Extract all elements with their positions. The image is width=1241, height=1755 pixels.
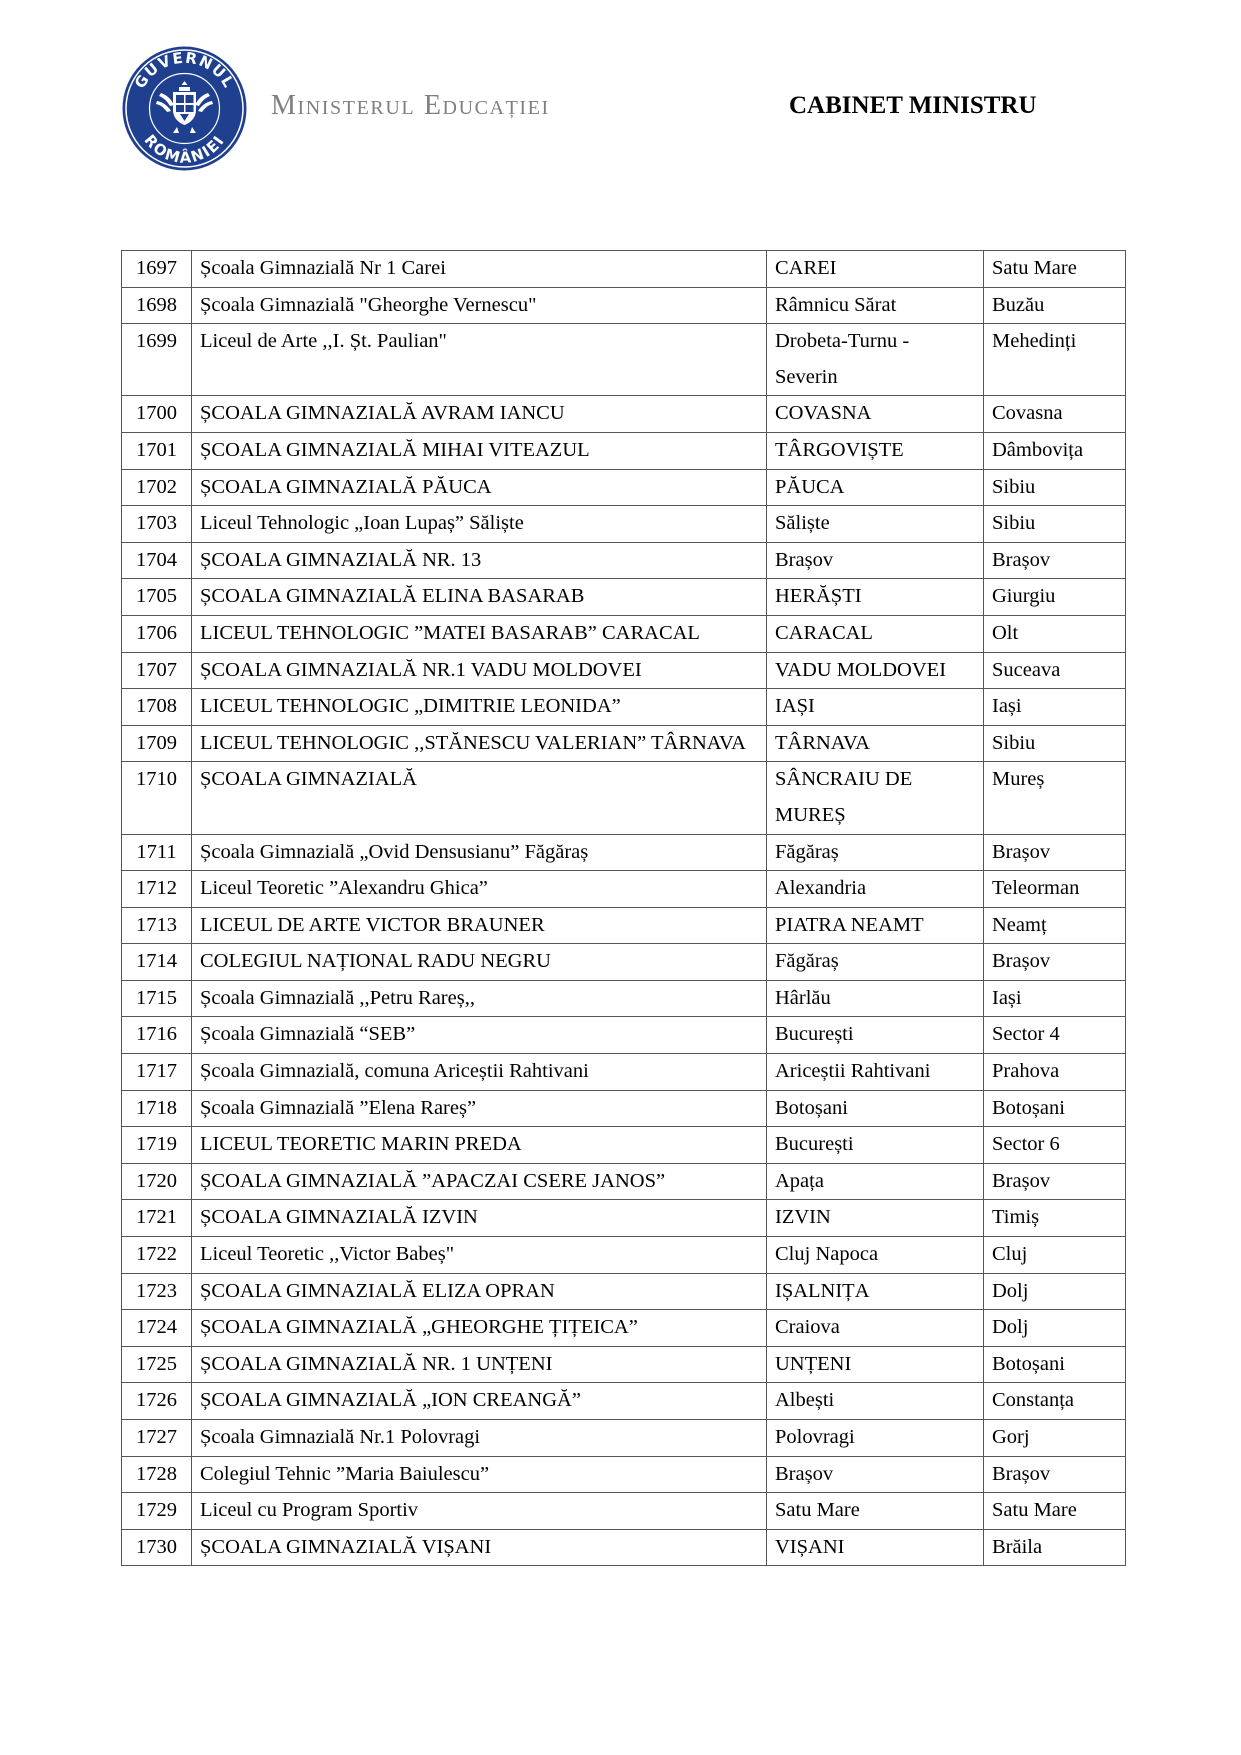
table-row [122, 469, 1126, 506]
locality: București [767, 1127, 984, 1164]
row-number: 1706 [122, 615, 192, 652]
locality: Brașov [767, 542, 984, 579]
table-row [122, 871, 1126, 908]
row-number: 1705 [122, 579, 192, 616]
locality: COVASNA [767, 396, 984, 433]
table-row [122, 324, 1126, 396]
table-row [122, 1420, 1126, 1457]
locality: Botoșani [767, 1090, 984, 1127]
school-name: Liceul Tehnologic „Ioan Lupaș” Săliște [192, 506, 767, 543]
table-row [122, 396, 1126, 433]
school-name: Școala Gimnazială, comuna Ariceștii Rahtivani [192, 1054, 767, 1091]
table-row [122, 1310, 1126, 1347]
county: Covasna [984, 396, 1126, 433]
school-name: ȘCOALA GIMNAZIALĂ NR. 13 [192, 542, 767, 579]
county: Brașov [984, 834, 1126, 871]
locality: VADU MOLDOVEI [767, 652, 984, 689]
row-number: 1697 [122, 251, 192, 288]
county: Gorj [984, 1420, 1126, 1457]
school-name: COLEGIUL NAȚIONAL RADU NEGRU [192, 944, 767, 981]
county: Dolj [984, 1273, 1126, 1310]
row-number: 1720 [122, 1163, 192, 1200]
county: Olt [984, 615, 1126, 652]
school-name: ȘCOALA GIMNAZIALĂ AVRAM IANCU [192, 396, 767, 433]
government-seal [121, 45, 248, 172]
table-row [122, 1017, 1126, 1054]
county: Buzău [984, 287, 1126, 324]
table-row [122, 1273, 1126, 1310]
row-number: 1702 [122, 469, 192, 506]
row-number: 1717 [122, 1054, 192, 1091]
row-number: 1707 [122, 652, 192, 689]
locality: Făgăraș [767, 834, 984, 871]
locality: IAȘI [767, 689, 984, 726]
row-number: 1725 [122, 1346, 192, 1383]
locality: Cluj Napoca [767, 1237, 984, 1274]
county: Satu Mare [984, 251, 1126, 288]
locality: PIATRA NEAMT [767, 907, 984, 944]
locality: Satu Mare [767, 1493, 984, 1530]
row-number: 1718 [122, 1090, 192, 1127]
county: Mehedinți [984, 324, 1126, 396]
row-number: 1713 [122, 907, 192, 944]
school-name: Liceul Teoretic ,,Victor Babeș" [192, 1237, 767, 1274]
school-name: LICEUL TEHNOLOGIC „DIMITRIE LEONIDA” [192, 689, 767, 726]
row-number: 1729 [122, 1493, 192, 1530]
school-name: LICEUL TEORETIC MARIN PREDA [192, 1127, 767, 1164]
table-row [122, 980, 1126, 1017]
county: Neamț [984, 907, 1126, 944]
school-name: ȘCOALA GIMNAZIALĂ „GHEORGHE ȚIȚEICA” [192, 1310, 767, 1347]
school-name: Școala Gimnazială „Ovid Densusianu” Făgăraș [192, 834, 767, 871]
county: Sibiu [984, 506, 1126, 543]
row-number: 1698 [122, 287, 192, 324]
schools-table [121, 250, 1126, 1566]
table-row [122, 542, 1126, 579]
county: Cluj [984, 1237, 1126, 1274]
school-name: Școala Gimnazială "Gheorghe Vernescu" [192, 287, 767, 324]
table-row [122, 1163, 1126, 1200]
locality: Drobeta-Turnu - Severin [767, 324, 984, 396]
table-row [122, 1200, 1126, 1237]
row-number: 1730 [122, 1529, 192, 1566]
row-number: 1712 [122, 871, 192, 908]
locality: Hârlău [767, 980, 984, 1017]
locality: TÂRNAVA [767, 725, 984, 762]
locality: VIȘANI [767, 1529, 984, 1566]
school-name: Școala Gimnazială Nr 1 Carei [192, 251, 767, 288]
table-row [122, 1456, 1126, 1493]
row-number: 1728 [122, 1456, 192, 1493]
table-row [122, 944, 1126, 981]
county: Sector 6 [984, 1127, 1126, 1164]
county: Sibiu [984, 469, 1126, 506]
row-number: 1714 [122, 944, 192, 981]
county: Brașov [984, 1456, 1126, 1493]
table-row [122, 834, 1126, 871]
county: Teleorman [984, 871, 1126, 908]
table-row [122, 579, 1126, 616]
school-name: ȘCOALA GIMNAZIALĂ „ION CREANGĂ” [192, 1383, 767, 1420]
county: Dolj [984, 1310, 1126, 1347]
row-number: 1727 [122, 1420, 192, 1457]
county: Brăila [984, 1529, 1126, 1566]
locality: CARACAL [767, 615, 984, 652]
county: Iași [984, 980, 1126, 1017]
county: Botoșani [984, 1090, 1126, 1127]
school-name: ȘCOALA GIMNAZIALĂ IZVIN [192, 1200, 767, 1237]
svg-text:ROMÂNIEI: ROMÂNIEI [140, 131, 229, 167]
table-row [122, 725, 1126, 762]
school-name: ȘCOALA GIMNAZIALĂ PĂUCA [192, 469, 767, 506]
locality: Albești [767, 1383, 984, 1420]
locality: Craiova [767, 1310, 984, 1347]
county: Brașov [984, 1163, 1126, 1200]
county: Botoșani [984, 1346, 1126, 1383]
locality: București [767, 1017, 984, 1054]
school-name: Colegiul Tehnic ”Maria Baiulescu” [192, 1456, 767, 1493]
cabinet-title: CABINET MINISTRU [789, 92, 1037, 119]
locality: UNȚENI [767, 1346, 984, 1383]
table-row [122, 1237, 1126, 1274]
school-name: Școala Gimnazială Nr.1 Polovragi [192, 1420, 767, 1457]
school-name: ȘCOALA GIMNAZIALĂ ELIZA OPRAN [192, 1273, 767, 1310]
school-name: Școala Gimnazială “SEB” [192, 1017, 767, 1054]
locality: Râmnicu Sărat [767, 287, 984, 324]
table-row [122, 251, 1126, 288]
school-name: ȘCOALA GIMNAZIALĂ [192, 762, 767, 834]
school-name: Școala Gimnazială ,,Petru Rareș,, [192, 980, 767, 1017]
county: Sibiu [984, 725, 1126, 762]
row-number: 1708 [122, 689, 192, 726]
school-name: Liceul Teoretic ”Alexandru Ghica” [192, 871, 767, 908]
school-name: LICEUL TEHNOLOGIC ”MATEI BASARAB” CARACAL [192, 615, 767, 652]
table-row [122, 762, 1126, 834]
table-row [122, 1127, 1126, 1164]
county: Suceava [984, 652, 1126, 689]
locality: Alexandria [767, 871, 984, 908]
county: Mureș [984, 762, 1126, 834]
table-row [122, 1383, 1126, 1420]
row-number: 1715 [122, 980, 192, 1017]
school-name: ȘCOALA GIMNAZIALĂ NR.1 VADU MOLDOVEI [192, 652, 767, 689]
locality: SÂNCRAIU DE MUREȘ [767, 762, 984, 834]
locality: PĂUCA [767, 469, 984, 506]
locality: Ariceștii Rahtivani [767, 1054, 984, 1091]
table-row [122, 907, 1126, 944]
locality: Brașov [767, 1456, 984, 1493]
table-row [122, 615, 1126, 652]
school-name: ȘCOALA GIMNAZIALĂ ”APACZAI CSERE JANOS” [192, 1163, 767, 1200]
locality: Făgăraș [767, 944, 984, 981]
locality: CAREI [767, 251, 984, 288]
locality: TÂRGOVIȘTE [767, 432, 984, 469]
school-name: ȘCOALA GIMNAZIALĂ ELINA BASARAB [192, 579, 767, 616]
table-row [122, 652, 1126, 689]
table-row [122, 689, 1126, 726]
locality: IZVIN [767, 1200, 984, 1237]
county: Brașov [984, 944, 1126, 981]
row-number: 1726 [122, 1383, 192, 1420]
school-name: LICEUL DE ARTE VICTOR BRAUNER [192, 907, 767, 944]
row-number: 1721 [122, 1200, 192, 1237]
row-number: 1722 [122, 1237, 192, 1274]
row-number: 1709 [122, 725, 192, 762]
ministry-name: Ministerul Educației [271, 90, 550, 121]
county: Iași [984, 689, 1126, 726]
county: Brașov [984, 542, 1126, 579]
row-number: 1703 [122, 506, 192, 543]
school-name: Școala Gimnazială ”Elena Rareș” [192, 1090, 767, 1127]
table-row [122, 287, 1126, 324]
school-name: ȘCOALA GIMNAZIALĂ VIȘANI [192, 1529, 767, 1566]
county: Prahova [984, 1054, 1126, 1091]
county: Timiș [984, 1200, 1126, 1237]
row-number: 1710 [122, 762, 192, 834]
svg-text:GUVERNUL: GUVERNUL [130, 48, 239, 92]
locality: HERĂȘTI [767, 579, 984, 616]
table-row [122, 506, 1126, 543]
government-seal-icon [121, 45, 248, 172]
school-name: ȘCOALA GIMNAZIALĂ MIHAI VITEAZUL [192, 432, 767, 469]
school-name: LICEUL TEHNOLOGIC ,,STĂNESCU VALERIAN” TÂRNAVA [192, 725, 767, 762]
table-row [122, 432, 1126, 469]
table-row [122, 1493, 1126, 1530]
table-row [122, 1054, 1126, 1091]
county: Sector 4 [984, 1017, 1126, 1054]
county: Constanța [984, 1383, 1126, 1420]
locality: Apața [767, 1163, 984, 1200]
row-number: 1724 [122, 1310, 192, 1347]
table-row [122, 1529, 1126, 1566]
county: Giurgiu [984, 579, 1126, 616]
row-number: 1701 [122, 432, 192, 469]
locality: Săliște [767, 506, 984, 543]
school-name: ȘCOALA GIMNAZIALĂ NR. 1 UNȚENI [192, 1346, 767, 1383]
row-number: 1716 [122, 1017, 192, 1054]
locality: Polovragi [767, 1420, 984, 1457]
row-number: 1711 [122, 834, 192, 871]
row-number: 1704 [122, 542, 192, 579]
county: Satu Mare [984, 1493, 1126, 1530]
locality: IȘALNIȚA [767, 1273, 984, 1310]
school-name: Liceul de Arte ,,I. Șt. Paulian" [192, 324, 767, 396]
row-number: 1700 [122, 396, 192, 433]
county: Dâmbovița [984, 432, 1126, 469]
row-number: 1723 [122, 1273, 192, 1310]
row-number: 1719 [122, 1127, 192, 1164]
table-row [122, 1346, 1126, 1383]
school-name: Liceul cu Program Sportiv [192, 1493, 767, 1530]
row-number: 1699 [122, 324, 192, 396]
table-row [122, 1090, 1126, 1127]
